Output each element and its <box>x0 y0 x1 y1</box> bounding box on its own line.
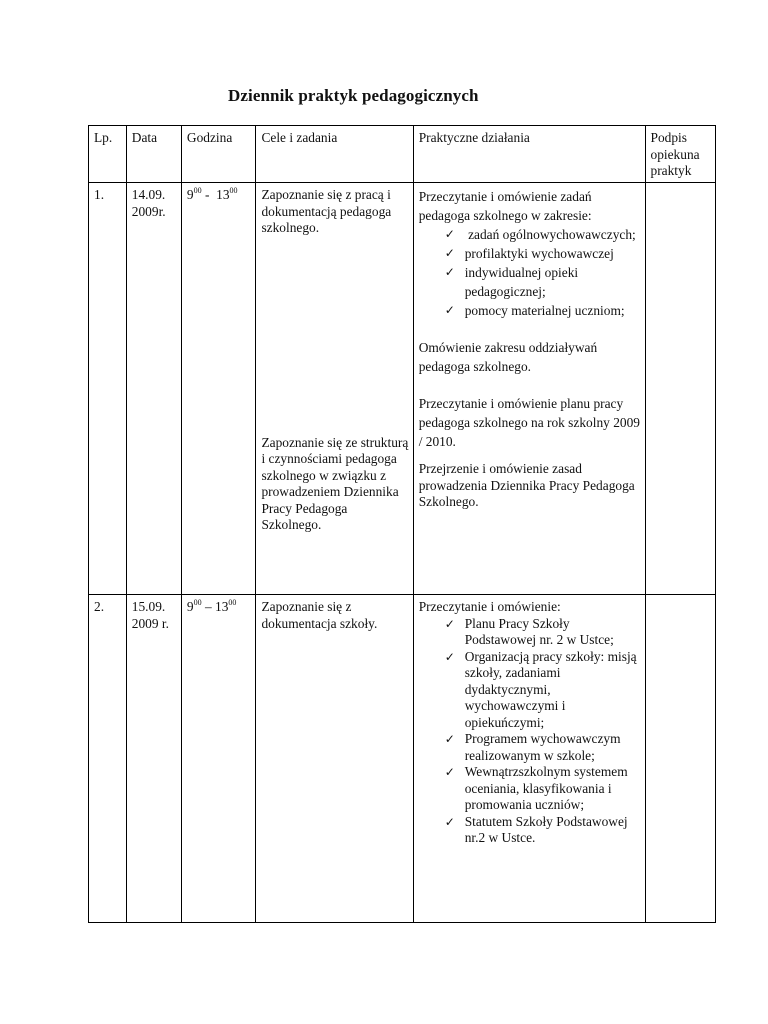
checkmark-icon: ✓ <box>444 303 455 317</box>
time-separator-end: – 13 <box>201 599 229 614</box>
row-signature <box>645 595 716 923</box>
time-start: 9 <box>186 187 194 202</box>
row-date: 14.09. 2009r. <box>126 183 181 595</box>
activities-intro: Przeczytanie i omówienie: <box>418 599 561 614</box>
header-praktyczne: Praktyczne działania <box>413 126 645 183</box>
table-row <box>89 595 716 923</box>
activities-paragraph: Przejrzenie i omówienie zasad prowadzenia Dziennika Pracy Pedagoga Szkolnego. <box>418 461 635 509</box>
time-separator-end: - 13 <box>201 187 230 202</box>
spacer <box>419 376 642 394</box>
table-header-row <box>89 126 716 183</box>
list-item-text: Organizacją pracy szkoły: misją szkoły, zadaniami dydaktycznymi, wychowawczymi i opiekuńczymi; <box>464 648 637 730</box>
list-item <box>419 301 642 320</box>
goal-text: Zapoznanie się ze strukturą i czynnościami pedagoga szkolnego w związku z prowadzeniem Dziennika Pracy Pedagoga Szkolnego. <box>261 434 409 532</box>
row-goals <box>256 183 413 595</box>
row-time <box>181 595 256 923</box>
list-item-text: Statutem Szkoły Podstawowej nr.2 w Ustce. <box>464 813 628 845</box>
header-data: Data <box>126 126 181 183</box>
row-time <box>181 183 256 595</box>
activities-paragraph: Omówienie zakresu oddziaływań pedagoga szkolnego. <box>418 340 598 374</box>
practice-journal-table <box>88 125 716 923</box>
row-lp: 1. <box>89 183 127 595</box>
time-start-minutes: 00 <box>193 185 202 195</box>
checkmark-icon: ✓ <box>444 616 455 631</box>
checkmark-icon: ✓ <box>444 732 455 746</box>
list-item-text: zadań ogólnowychowawczych; <box>464 227 636 242</box>
checkmark-icon: ✓ <box>444 227 455 241</box>
time-start: 9 <box>186 599 194 614</box>
time-start-minutes: 00 <box>193 597 202 607</box>
row-activities <box>413 183 645 595</box>
list-item <box>419 764 642 814</box>
document-title: Dziennik praktyk pedagogicznych <box>228 86 479 105</box>
list-item <box>419 263 642 301</box>
spacer <box>419 451 642 461</box>
header-lp: Lp. <box>89 126 127 183</box>
spacer <box>419 320 642 338</box>
row-activities <box>413 595 645 923</box>
list-item <box>419 649 642 732</box>
time-end-minutes: 00 <box>229 185 238 195</box>
table-row <box>89 183 716 595</box>
list-item <box>419 616 642 649</box>
row-goals <box>256 595 413 923</box>
list-item-text: Wewnątrzszkolnym systemem oceniania, klasyfikowania i promowania uczniów; <box>464 764 628 812</box>
checkmark-icon: ✓ <box>444 814 455 829</box>
list-item-text: profilaktyki wychowawczej <box>464 246 614 261</box>
activities-list <box>419 616 642 847</box>
row-lp: 2. <box>89 595 127 923</box>
list-item-text: pomocy materialnej uczniom; <box>464 303 625 318</box>
checkmark-icon: ✓ <box>444 265 455 279</box>
list-item <box>419 244 642 263</box>
goal-text: Zapoznanie się z dokumentacja szkoły. <box>261 599 378 631</box>
list-item-text: indywidualnej opieki pedagogicznej; <box>464 265 579 299</box>
goal-text: Zapoznanie się z pracą i dokumentacją pedagoga szkolnego. <box>261 187 392 235</box>
checkmark-icon: ✓ <box>444 649 455 664</box>
activities-intro: Przeczytanie i omówienie zadań pedagoga szkolnego w zakresie: <box>418 189 592 223</box>
list-item-text: Programem wychowawczym realizowanym w szkole; <box>464 731 621 763</box>
list-item <box>419 731 642 764</box>
checkmark-icon: ✓ <box>444 246 455 260</box>
list-item <box>419 814 642 847</box>
activities-paragraph: Przeczytanie i omówienie planu pracy pedagoga szkolnego na rok szkolny 2009 / 2010. <box>418 396 640 449</box>
row-date: 15.09. 2009 r. <box>126 595 181 923</box>
header-cele: Cele i zadania <box>256 126 413 183</box>
time-end-minutes: 00 <box>228 597 237 607</box>
header-godzina: Godzina <box>181 126 256 183</box>
list-item <box>419 225 642 244</box>
checkmark-icon: ✓ <box>444 765 455 779</box>
list-item-text: Planu Pracy Szkoły Podstawowej nr. 2 w Ustce; <box>464 615 614 647</box>
row-signature <box>645 183 716 595</box>
activities-list <box>419 225 642 320</box>
header-podpis: Podpis opiekuna praktyk <box>645 126 716 183</box>
